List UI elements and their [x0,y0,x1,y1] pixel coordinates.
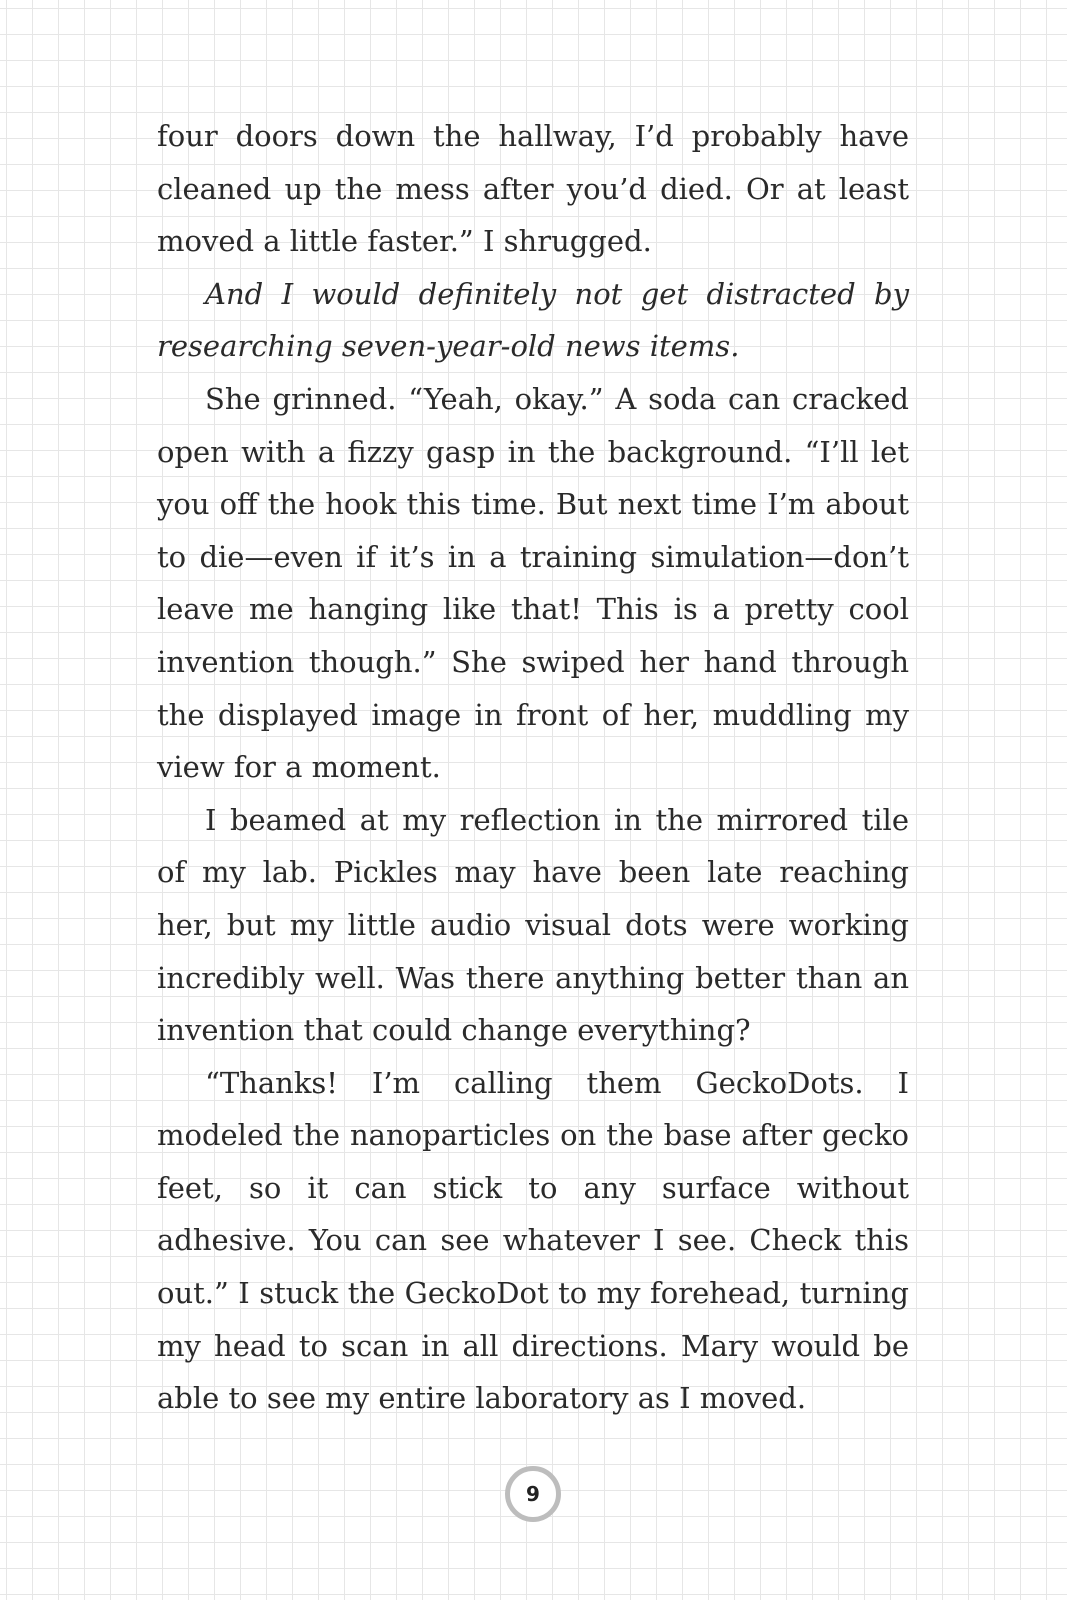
paragraph-4: I beamed at my reflection in the mirrored tile of my lab. Pickles may have been late reaching her, but my little audio visual dots were working incredibly well. Was there anything better than an invention that could change everything? [157,802,909,1048]
paragraph-1: four doors down the hallway, I’d probably have cleaned up the mess after you’d died. Or at least moved a little faster.” I shrugged. [157,119,909,259]
page-number: 9 [526,1482,540,1506]
paragraph-2-italic-thought: And I would definitely not get distracted by researching seven-year-old news items. [157,276,909,364]
page-body [157,110,909,1425]
page-number-badge [505,1466,561,1522]
paragraph-3: She grinned. “Yeah, okay.” A soda can cracked open with a fizzy gasp in the background. “I’ll let you off the hook this time. But next time I’m about to die—even if it’s in a training simulation—don’t leave me hanging like that! This is a pretty cool invention though.” She swiped her hand through the displayed image in front of her, muddling my view for a moment. [157,381,909,785]
paragraph-5: “Thanks! I’m calling them GeckoDots. I modeled the nanoparticles on the base after gecko feet, so it can stick to any surface without adhesive. You can see whatever I see. Check this out.” I stuck the GeckoDot to my forehead, turning my head to scan in all directions. Mary would be able to see my entire laboratory as I moved. [157,1065,909,1416]
